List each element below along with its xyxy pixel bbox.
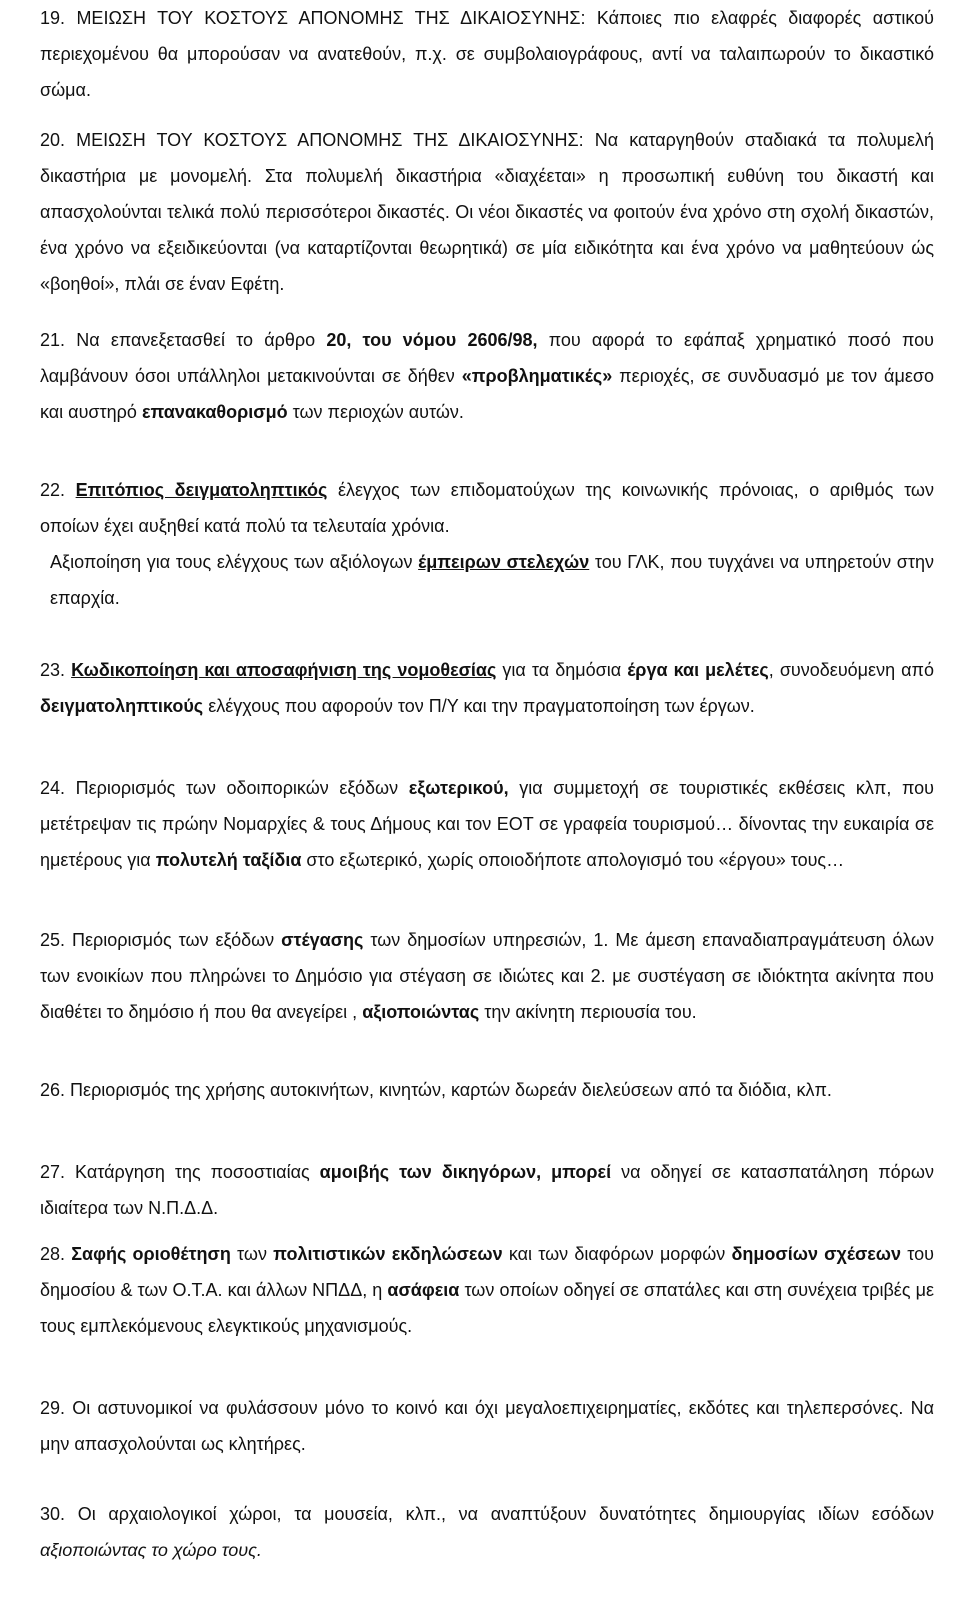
item-bold-text: εξωτερικού, <box>408 778 509 798</box>
item-bold-text: 20, του νόμου 2606/98, <box>326 330 538 350</box>
item-text: Οι αστυνομικοί να φυλάσσουν μόνο το κοινό και όχι μεγαλοεπιχειρηματίες, εκδότες και τηλεπερσόνες. Να μην απασχολούνται ως κλητήρες. <box>40 1398 934 1454</box>
item-bold-text: Κωδικοποίηση και αποσαφήνιση της νομοθεσίας <box>71 660 497 680</box>
list-item-28 <box>40 1236 934 1344</box>
item-text: των δημοσίων υπηρεσιών, 1. Με άμεση επαναδιαπραγμάτευση όλων των ενοικίων που πληρώνει το Δημόσιο για στέγαση σε ιδιώτες και 2. με συστέγαση σε ιδιόκτητα ακίνητα που διαθέτει το δημόσιο ή που θα ανεγείρει , <box>40 930 934 1022</box>
item-text: για τα δημόσια <box>502 660 622 680</box>
item-paragraph <box>40 544 934 616</box>
list-item-30 <box>40 1496 934 1568</box>
item-text: του δημοσίου & των Ο.Τ.Α. και άλλων ΝΠΔΔ, η <box>40 1244 934 1300</box>
item-number: 27. <box>40 1162 66 1182</box>
item-bold-text: έμπειρων στελεχών <box>418 552 590 572</box>
list-item-24 <box>40 770 934 878</box>
item-text: την ακίνητη περιουσία του. <box>484 1002 697 1022</box>
item-text: που αφορά το εφάπαξ χρηματικό ποσό που λαμβάνουν όσοι υπάλληλοι μετακινούνται σε δήθεν <box>40 330 934 386</box>
item-number: 30. <box>40 1504 66 1524</box>
list-item-23 <box>40 652 934 724</box>
list-item-19 <box>40 0 934 108</box>
item-text: Περιορισμός των εξόδων <box>72 930 275 950</box>
item-text: ΜΕΙΩΣΗ ΤΟΥ ΚΟΣΤΟΥΣ ΑΠΟΝΟΜΗΣ ΤΗΣ ΔΙΚΑΙΟΣΥΝΗΣ: Να καταργηθούν σταδιακά τα πολυμελή δικαστήρια με μονομελή. Στα πολυμελή δικαστήρια «διαχέεται» η προσωπική ευθύνη του δικαστή και απασχολούνται τελικά πολύ περισσότεροι δικαστές. Οι νέοι δικαστές να φοιτούν ένα χρόνο στη σχολή δικαστών, ένα χρόνο να εξειδικεύονται (να καταρτίζονται θεωρητικά) σε μία ειδικότητα και ένα χρόνο να μαθητεύουν ώς «βοηθοί», πλάι σε έναν Εφέτη. <box>40 130 934 294</box>
item-bold-text: αμοιβής των δικηγόρων, μπορεί <box>319 1162 612 1182</box>
item-bold-text: πολυτελή ταξίδια <box>155 850 302 870</box>
item-bold-text: αξιοποιώντας <box>362 1002 480 1022</box>
list-item-20 <box>40 122 934 302</box>
item-number: 25. <box>40 930 66 950</box>
item-text: Περιορισμός της χρήσης αυτοκινήτων, κινητών, καρτών δωρεάν διελεύσεων από τα διόδια, κλπ. <box>70 1080 832 1100</box>
item-number: 21. <box>40 330 66 350</box>
item-text: στο εξωτερικό, χωρίς οποιοδήποτε απολογισμό του «έργου» τους… <box>306 850 845 870</box>
item-text: έλεγχος των επιδοματούχων της κοινωνικής πρόνοιας, ο αριθμός των οποίων έχει αυξηθεί κατά πολύ τα τελευταία χρόνια. <box>40 480 934 536</box>
item-number: 19. <box>40 8 66 28</box>
item-text: Αξιοποίηση για τους ελέγχους των αξιόλογων <box>50 552 413 572</box>
item-text: των <box>237 1244 267 1264</box>
item-text: των οποίων οδηγεί σε σπατάλες και στη συνέχεια τριβές με τους εμπλεκόμενους ελεγκτικούς μηχανισμούς. <box>40 1280 934 1336</box>
item-bold-text: έργα και μελέτες <box>627 660 769 680</box>
item-text: και των διαφόρων μορφών <box>508 1244 726 1264</box>
list-item-21 <box>40 322 934 430</box>
item-bold-text: στέγασης <box>281 930 364 950</box>
item-italic-text: αξιοποιώντας το χώρο τους. <box>40 1540 262 1560</box>
item-number: 24. <box>40 778 66 798</box>
item-text: για συμμετοχή σε τουριστικές εκθέσεις κλπ, που μετέτρεψαν τις πρώην Νομαρχίες & τους Δήμους και τον ΕΟΤ σε γραφεία τουρισμού… δίνοντας την ευκαιρία σε ημετέρους για <box>40 778 934 870</box>
list-item-26 <box>40 1072 934 1108</box>
item-number: 23. <box>40 660 66 680</box>
item-number: 22. <box>40 480 66 500</box>
item-text: του ΓΛΚ, που τυγχάνει να υπηρετούν στην επαρχία. <box>50 552 934 608</box>
item-number: 26. <box>40 1080 66 1100</box>
item-text: ΜΕΙΩΣΗ ΤΟΥ ΚΟΣΤΟΥΣ ΑΠΟΝΟΜΗΣ ΤΗΣ ΔΙΚΑΙΟΣΥΝΗΣ: Κάποιες πιο ελαφρές διαφορές αστικού περιεχομένου θα μπορούσαν να ανατεθούν, π.χ. σε συμβολαιογράφους, αντί να ταλαιπωρούν το δικαστικό σώμα. <box>40 8 934 100</box>
item-bold-text: δειγματοληπτικούς <box>40 696 204 716</box>
item-number: 20. <box>40 130 66 150</box>
item-number: 28. <box>40 1244 66 1264</box>
item-text: , συνοδευόμενη από <box>768 660 934 680</box>
item-bold-text: ασάφεια <box>387 1280 460 1300</box>
item-bold-text: πολιτιστικών εκδηλώσεων <box>273 1244 503 1264</box>
item-text: να οδηγεί σε κατασπατάληση πόρων ιδιαίτερα των Ν.Π.Δ.Δ. <box>40 1162 934 1218</box>
item-bold-text: «προβληματικές» <box>461 366 613 386</box>
item-text: Κατάργηση της ποσοστιαίας <box>75 1162 310 1182</box>
list-item-25 <box>40 922 934 1030</box>
item-text: περιοχές, σε συνδυασμό με τον άμεσο και αυστηρό <box>40 366 934 422</box>
item-bold-text: Σαφής οριοθέτηση <box>71 1244 231 1264</box>
item-text: ελέγχους που αφορούν τον Π/Υ και την πραγματοποίηση των έργων. <box>208 696 755 716</box>
list-item-22 <box>40 472 934 616</box>
item-bold-text: δημοσίων σχέσεων <box>731 1244 902 1264</box>
list-item-27 <box>40 1154 934 1226</box>
item-bold-text: επανακαθορισμό <box>141 402 288 422</box>
item-number: 29. <box>40 1398 66 1418</box>
item-text: Οι αρχαιολογικοί χώροι, τα μουσεία, κλπ., να αναπτύξουν δυνατότητες δημιουργίας ιδίων εσόδων <box>77 1504 934 1524</box>
item-text: των περιοχών αυτών. <box>292 402 464 422</box>
item-text: Περιορισμός των οδοιπορικών εξόδων <box>75 778 399 798</box>
list-item-29 <box>40 1390 934 1462</box>
item-bold-text: Επιτόπιος δειγματοληπτικός <box>75 480 328 500</box>
item-text: Να επανεξετασθεί το άρθρο <box>76 330 316 350</box>
